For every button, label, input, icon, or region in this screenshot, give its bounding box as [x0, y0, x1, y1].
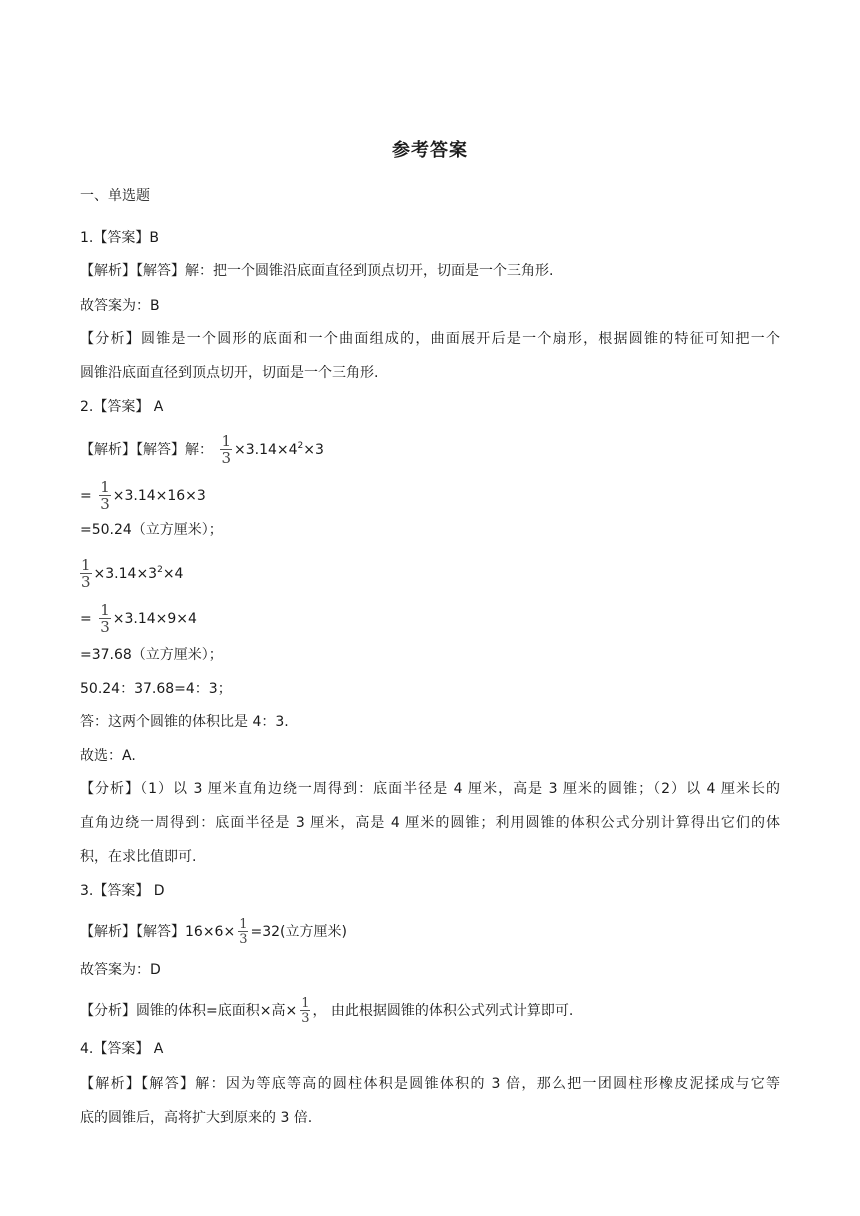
- q3-analysis: 【分析】圆锥的体积=底面积×高× $\frac{1}{3}$ ， 由此根据圆锥的体积公式列式计算即可.: [80, 996, 574, 1026]
- q2-analysis-line3: 积，在求比值即可.: [80, 849, 197, 865]
- page-title: 参考答案: [392, 140, 468, 161]
- section-heading: 一、单选题: [80, 188, 150, 204]
- q2-step3: =50.24（立方厘米）；: [80, 522, 223, 538]
- one-third-fraction: $\frac{1}{3}$: [100, 478, 110, 513]
- q2-analysis-line2: 直角边绕一周得到：底面半径是 3 厘米，高是 4 厘米的圆锥；利用圆锥的体积公式分别计算得出它们的体: [80, 815, 780, 831]
- q4-explain-line2: 底的圆锥后，高将扩大到原来的 3 倍.: [80, 1110, 313, 1126]
- q3-explain: 【解析】【解答】16×6× $\frac{1}{3}$ =32(立方厘米): [80, 917, 347, 947]
- q2-step4: $\frac{1}{3}$ $\times 3.14\times 3^2\times 4$: [81, 556, 184, 591]
- q2-result: 故选：A.: [80, 748, 136, 764]
- q1-answer: 1.【答案】B: [80, 230, 159, 246]
- q2-answer: 2.【答案】 A: [80, 399, 164, 415]
- q4-answer: 4.【答案】 A: [80, 1041, 164, 1057]
- q2-step2: = $\frac{1}{3}$ ×3.14×16×3: [80, 478, 206, 513]
- one-third-fraction: $\frac{1}{3}$: [81, 556, 91, 591]
- q2-analysis-line1: 【分析】（1）以 3 厘米直角边绕一周得到：底面半径是 4 厘米，高是 3 厘米的圆锥；（2）以 4 厘米长的: [80, 781, 780, 797]
- q3-answer: 3.【答案】 D: [80, 883, 165, 899]
- q2-step1: 【解析】【解答】解： $\frac{1}{3}$ $\times 3.14\times 4^2\times 3$: [80, 432, 324, 467]
- q1-analysis-line2: 圆锥沿底面直径到顶点切开，切面是一个三角形.: [80, 365, 379, 381]
- one-third-fraction: $\frac{1}{3}$: [239, 917, 248, 947]
- q2-explain-prefix: 【解析】【解答】解：: [80, 442, 213, 458]
- q2-step5: = $\frac{1}{3}$ ×3.14×9×4: [80, 601, 197, 636]
- q2-step6: =37.68（立方厘米）；: [80, 647, 223, 663]
- q2-reply: 答：这两个圆锥的体积比是 4：3.: [80, 714, 289, 730]
- one-third-fraction: $\frac{1}{3}$: [301, 996, 310, 1026]
- q1-explain: 【解析】【解答】解：把一个圆锥沿底面直径到顶点切开，切面是一个三角形.: [80, 263, 554, 279]
- one-third-fraction: $\frac{1}{3}$: [100, 601, 110, 636]
- q2-step7: 50.24：37.68=4：3；: [80, 681, 232, 697]
- q3-result: 故答案为：D: [80, 962, 161, 978]
- q4-explain-line1: 【解析】【解答】解：因为等底等高的圆柱体积是圆锥体积的 3 倍，那么把一团圆柱形橡皮泥揉成与它等: [80, 1076, 780, 1092]
- one-third-fraction: $\frac{1}{3}$: [221, 432, 231, 467]
- q1-result: 故答案为：B: [80, 298, 160, 314]
- q1-analysis-line1: 【分析】圆锥是一个圆形的底面和一个曲面组成的，曲面展开后是一个扇形，根据圆锥的特征可知把一个: [80, 331, 780, 347]
